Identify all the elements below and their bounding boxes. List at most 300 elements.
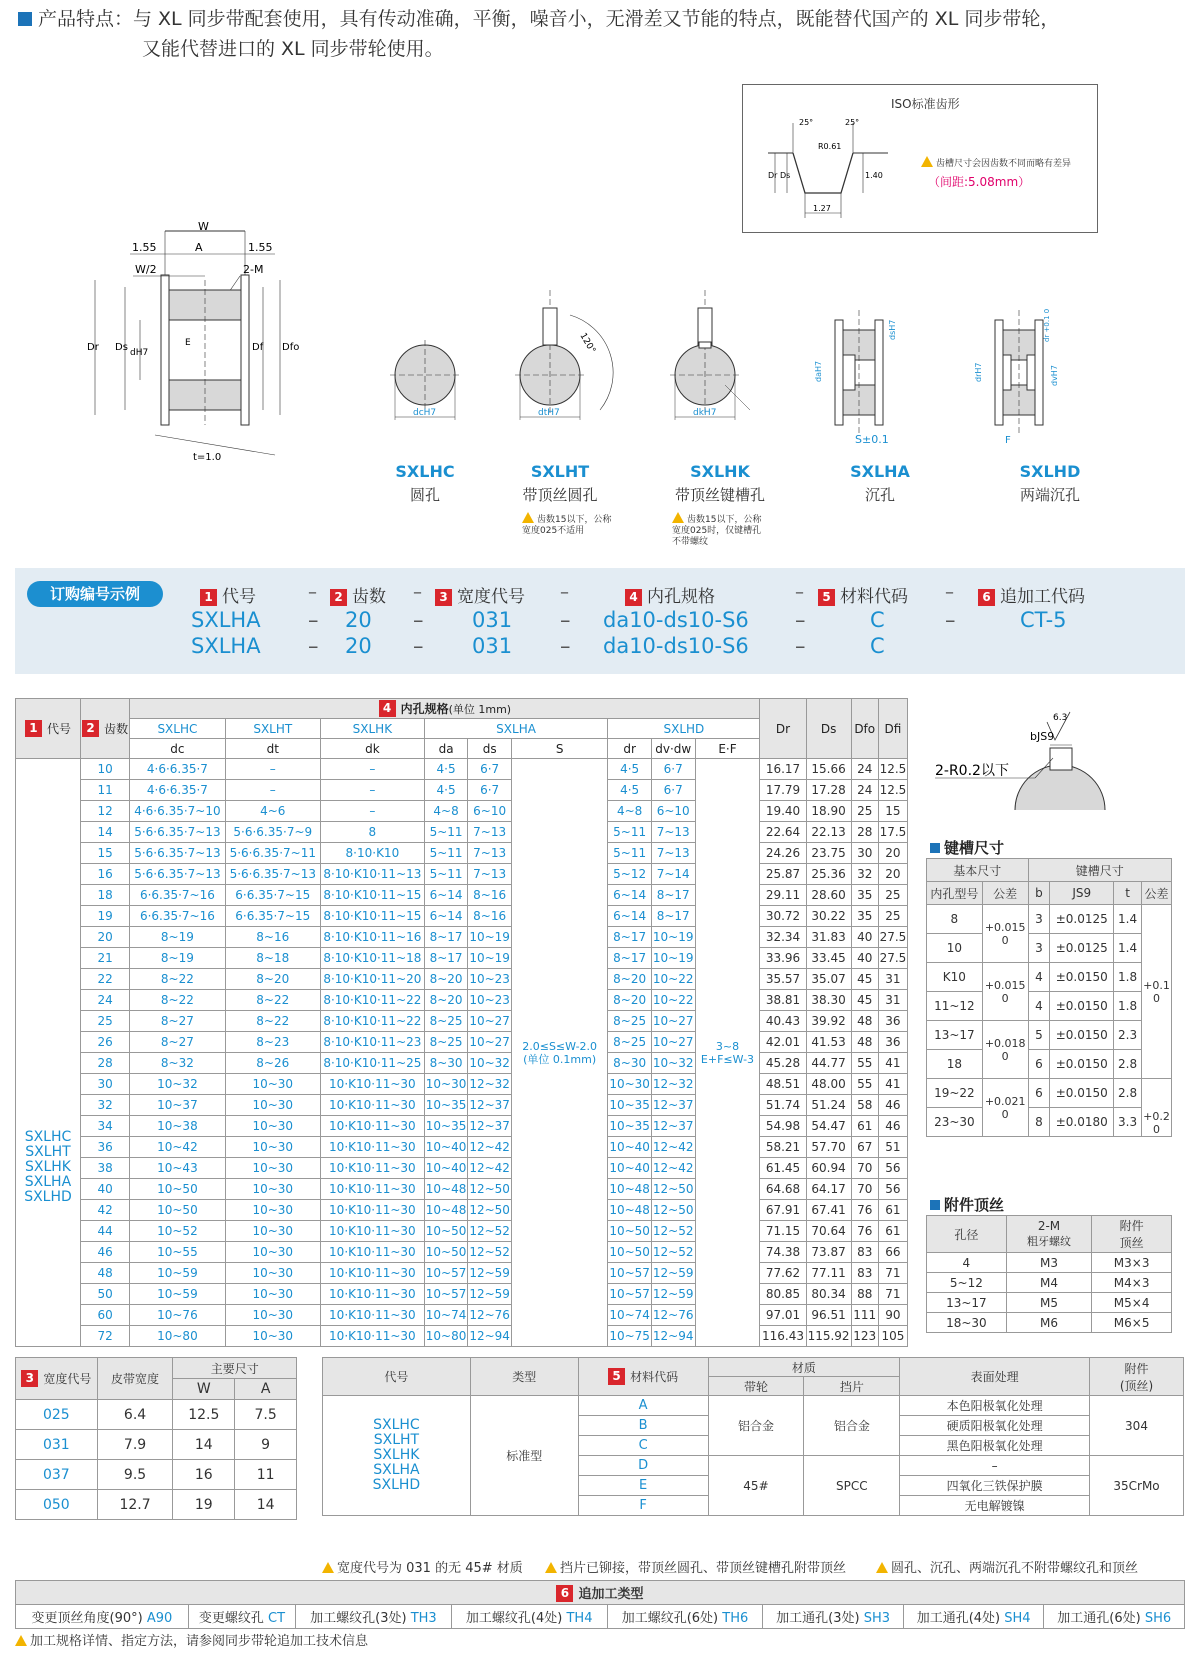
cell: 6~14	[608, 885, 652, 906]
product-features	[18, 4, 1188, 34]
table-row	[927, 1253, 1172, 1273]
kw-bore: 11~12	[927, 992, 983, 1021]
cell: 10·K10·11~30	[320, 1116, 424, 1137]
kw-tol-upper: +0.018	[984, 1036, 1026, 1050]
table-row	[16, 1011, 908, 1032]
kw-ttol-1	[1141, 905, 1171, 1079]
wt-h-code: 3 宽度代号	[16, 1358, 98, 1400]
ss-cell: M5	[1006, 1293, 1092, 1313]
order-example	[15, 568, 1185, 674]
cell: 70	[851, 1179, 878, 1200]
mt-matcode: A	[578, 1396, 708, 1416]
warning-1: 宽度代号为 031 的无 45# 材质	[322, 1557, 523, 1576]
sxlhk-drawing	[665, 290, 775, 430]
warning-icon	[672, 512, 684, 523]
th-code: 1 代号	[16, 699, 81, 759]
cell: 5·6·6.35·7~13	[130, 822, 225, 843]
table-row	[16, 1137, 908, 1158]
mt-h-surface: 表面处理	[900, 1358, 1090, 1396]
cell: 12~32	[468, 1074, 512, 1095]
cell: 5~11	[608, 843, 652, 864]
order-r2-bore: da10-ds10-S6	[603, 634, 749, 658]
cell: 25.87	[760, 864, 806, 885]
cell: 10~37	[130, 1095, 225, 1116]
kw-b: 6	[1028, 1079, 1050, 1108]
cell: 30.72	[760, 906, 806, 927]
mt-surface: 硬质阳极氧化处理	[900, 1416, 1090, 1436]
cell: 8~22	[225, 1011, 320, 1032]
cell: 8·10·K10·11~22	[320, 1011, 424, 1032]
sxlhd-hole-label: drH7	[974, 362, 983, 382]
th-dc: dc	[130, 739, 225, 759]
kw-t: 1.8	[1114, 992, 1142, 1021]
sxlhk-note: 齿数15以下，公称宽度025时，仅键槽孔不带螺纹	[672, 512, 762, 548]
cell: 12~50	[468, 1200, 512, 1221]
cell: 16	[80, 864, 129, 885]
process-label: 变更顶丝角度(90°)	[31, 1611, 143, 1626]
cell: 48	[851, 1032, 878, 1053]
code-item: SXLHC	[24, 1129, 72, 1145]
cell: 6~14	[608, 906, 652, 927]
cell: 4·6·6.35·7~10	[130, 801, 225, 822]
mt-h-code: 代号	[323, 1358, 471, 1396]
cell: 34	[80, 1116, 129, 1137]
cell: 35.57	[760, 969, 806, 990]
order-r2-material: C	[870, 634, 885, 658]
dim-155-left: 1.55	[132, 241, 157, 254]
cell: 66	[878, 1242, 907, 1263]
cell: 40	[80, 1179, 129, 1200]
table-row	[16, 864, 908, 885]
order-dash: –	[308, 608, 319, 632]
cell: 10~57	[608, 1263, 652, 1284]
th-dt: dt	[225, 739, 320, 759]
cell: 10	[80, 759, 129, 780]
cell: 73.87	[806, 1242, 851, 1263]
mt-surface: 本色阳极氧化处理	[900, 1396, 1090, 1416]
table-row	[927, 992, 1172, 1021]
cell: 24.26	[760, 843, 806, 864]
cell: –	[320, 780, 424, 801]
process-label: 加工螺纹孔(4处)	[465, 1611, 563, 1626]
cell: 8~19	[130, 927, 225, 948]
process-table	[15, 1580, 1185, 1629]
cell: 54.47	[806, 1116, 851, 1137]
mt-surface: 无电解镀镍	[900, 1496, 1090, 1516]
ef-range: 3~8	[715, 1039, 740, 1053]
wt-cell: 9.5	[97, 1460, 173, 1490]
cell: 31	[878, 969, 907, 990]
cell: 8~16	[225, 927, 320, 948]
cell: 24	[851, 759, 878, 780]
process-code: TH3	[410, 1611, 437, 1626]
kw-h-tol: 公差	[982, 882, 1028, 905]
table-row	[927, 1313, 1172, 1333]
cell: 10~30	[225, 1326, 320, 1347]
cell: 30.22	[806, 906, 851, 927]
order-r2-code: SXLHA	[191, 634, 261, 658]
cell: 10~57	[424, 1263, 468, 1284]
cell: 76	[851, 1200, 878, 1221]
cell: 58.21	[760, 1137, 806, 1158]
table-row	[16, 1326, 908, 1347]
cell: 15.66	[806, 759, 851, 780]
order-h-material: 5 材料代码	[818, 582, 908, 607]
order-dash: –	[413, 634, 424, 658]
cell: 41.53	[806, 1032, 851, 1053]
cell: 80.85	[760, 1284, 806, 1305]
cell: 7~13	[651, 822, 695, 843]
ss-cell: M3	[1006, 1253, 1092, 1273]
cell: 116.43	[760, 1326, 806, 1347]
th-g-sxlht: SXLHT	[225, 719, 320, 739]
cell: 6·6.35·7~16	[130, 885, 225, 906]
cell: 12~52	[468, 1221, 512, 1242]
cell: 29.11	[760, 885, 806, 906]
kw-js9: ±0.0150	[1050, 1079, 1114, 1108]
iso-angle-1: 25°	[799, 118, 814, 127]
mt-pulley: 45#	[708, 1456, 804, 1516]
cell: 10~40	[608, 1137, 652, 1158]
ss-cell: 5~12	[927, 1273, 1007, 1293]
sxlhk-code: SXLHK	[690, 462, 750, 481]
cell: 21	[80, 948, 129, 969]
cell: 71	[878, 1263, 907, 1284]
roughness-label: 6.3	[1053, 713, 1068, 723]
table-row	[927, 1050, 1172, 1079]
cell: 12~52	[468, 1242, 512, 1263]
cell: 8~20	[424, 990, 468, 1011]
wt-cell: 16	[173, 1460, 235, 1490]
cell: 8~16	[468, 885, 512, 906]
mt-acc: 35CrMo	[1090, 1456, 1184, 1516]
cell: 10~19	[651, 927, 695, 948]
cell: 10~48	[424, 1179, 468, 1200]
cell: 41	[878, 1074, 907, 1095]
dim-ds: Ds	[115, 342, 128, 353]
kw-tol-upper: +0.021	[984, 1094, 1026, 1108]
cell: 10~30	[225, 1305, 320, 1326]
cell: 10~27	[651, 1032, 695, 1053]
table-row	[16, 1053, 908, 1074]
cell: 12.5	[878, 780, 907, 801]
process-header: 6 追加工类型	[16, 1581, 1185, 1605]
warning-icon	[921, 156, 933, 167]
cell: 8~17	[608, 927, 652, 948]
setscrew-title: 附件顶丝	[930, 1194, 1004, 1215]
cell: 8·10·K10·11~16	[320, 927, 424, 948]
cell: 12~59	[651, 1263, 695, 1284]
dim-df: Df	[252, 342, 264, 353]
th-teeth: 2 齿数	[80, 699, 129, 759]
cell: 10~22	[651, 990, 695, 1011]
cell: 105	[878, 1326, 907, 1347]
sxlhk-name: 带顶丝键槽孔	[674, 486, 765, 504]
kw-b: 4	[1028, 992, 1050, 1021]
cell: 26	[80, 1032, 129, 1053]
kw-js9: ±0.0125	[1050, 934, 1114, 963]
cell: 10~74	[424, 1305, 468, 1326]
th-s: S	[511, 739, 607, 759]
cell: 55	[851, 1053, 878, 1074]
wt-cell: 025	[16, 1400, 98, 1430]
sxlha-s-label: S±0.1	[855, 433, 889, 446]
th-bore: 4 内孔规格(单位 1mm)	[130, 699, 760, 719]
cell: 40	[851, 948, 878, 969]
kw-tol	[982, 963, 1028, 1021]
cell: 55	[851, 1074, 878, 1095]
table-row	[927, 1273, 1172, 1293]
cell: 5~11	[608, 822, 652, 843]
cell: 10~59	[130, 1284, 225, 1305]
table-row	[16, 1179, 908, 1200]
keyway-table	[926, 858, 1172, 1137]
iso-tooth-box	[742, 84, 1098, 233]
cell: 10~57	[608, 1284, 652, 1305]
cell: 12~50	[651, 1200, 695, 1221]
cell: 14	[80, 822, 129, 843]
cell: 8~17	[651, 885, 695, 906]
cell: 5·6·6.35·7~13	[130, 864, 225, 885]
cell: 5~11	[424, 822, 468, 843]
ss-cell: 13~17	[927, 1293, 1007, 1313]
cell: 7~13	[651, 843, 695, 864]
kw-bore: 19~22	[927, 1079, 983, 1108]
cell: 10~30	[608, 1074, 652, 1095]
mt-code-item: SXLHD	[372, 1477, 421, 1493]
cell: 76	[851, 1221, 878, 1242]
kw-ttol-lower: 0	[1152, 991, 1160, 1005]
cell: 51	[878, 1137, 907, 1158]
mt-type: 标准型	[470, 1396, 578, 1516]
mt-surface: –	[900, 1456, 1090, 1476]
sxlhk-hole-label: dkH7	[693, 408, 717, 418]
dim-dh7: dH7	[130, 348, 149, 358]
order-h-width: 3 宽度代号	[435, 582, 525, 607]
cell: 10~55	[130, 1242, 225, 1263]
s-unit: (单位 0.1mm)	[523, 1052, 597, 1066]
cell: 8·10·K10·11~25	[320, 1053, 424, 1074]
iso-radius: R0.61	[818, 142, 842, 151]
table-row	[16, 1200, 908, 1221]
mt-h-material: 材质	[708, 1358, 900, 1377]
process-code: CT	[268, 1611, 286, 1626]
cell: 8~17	[651, 906, 695, 927]
table-row	[927, 905, 1172, 934]
order-h-bore: 4 内孔规格	[625, 582, 715, 607]
setscrew-table	[926, 1215, 1172, 1333]
cell: 20	[878, 864, 907, 885]
ss-h-thread: 2-M 粗牙螺纹	[1006, 1216, 1092, 1253]
th-dfi: Dfi	[878, 699, 907, 759]
cell: 70	[851, 1158, 878, 1179]
process-label: 变更螺纹孔	[198, 1611, 264, 1626]
kw-tol-lower: 0	[1001, 1049, 1009, 1063]
cell: 10~32	[651, 1053, 695, 1074]
bullet-square-icon	[930, 1200, 940, 1210]
cell: 10~19	[651, 948, 695, 969]
ef-rule: E+F≤W-3	[700, 1052, 755, 1066]
kw-h-js9: JS9	[1050, 882, 1114, 905]
kw-bore: 18	[927, 1050, 983, 1079]
cell: 22.13	[806, 822, 851, 843]
table-row	[16, 1430, 297, 1460]
cell: 8~30	[608, 1053, 652, 1074]
iso-title: ISO标准齿形	[891, 97, 960, 111]
cell: 10·K10·11~30	[320, 1263, 424, 1284]
table-row	[927, 1108, 1172, 1137]
sxlhc-hole-label: dcH7	[413, 408, 437, 418]
cell: 28	[80, 1053, 129, 1074]
kw-ttol-lower: 0	[1152, 1123, 1160, 1136]
cell: 4·5	[424, 759, 468, 780]
sxlhd-name: 两端沉孔	[1019, 486, 1080, 504]
order-dash: –	[795, 634, 806, 658]
cell: 72	[80, 1326, 129, 1347]
cell: 10~75	[608, 1326, 652, 1347]
cell: 10~32	[130, 1074, 225, 1095]
cell: 44	[80, 1221, 129, 1242]
cell: 8·10·K10·11~22	[320, 990, 424, 1011]
cell: 50	[80, 1284, 129, 1305]
cell: 7~13	[468, 864, 512, 885]
kw-js9: ±0.0150	[1050, 963, 1114, 992]
cell: 12~52	[651, 1221, 695, 1242]
order-h-process: 6 追加工代码	[978, 582, 1085, 607]
sxlhd-code: SXLHD	[1019, 462, 1081, 481]
cell: 10~50	[424, 1242, 468, 1263]
mt-matcode: C	[578, 1436, 708, 1456]
process-item	[188, 1605, 295, 1629]
code-item: SXLHD	[24, 1189, 72, 1205]
order-h-code: 1 代号	[200, 582, 256, 607]
cell: 25	[878, 885, 907, 906]
wt-cell: 7.9	[97, 1430, 173, 1460]
cell: 22.64	[760, 822, 806, 843]
cell: 8~25	[424, 1032, 468, 1053]
cell: 64.17	[806, 1179, 851, 1200]
th-g-sxlhk: SXLHK	[320, 719, 424, 739]
cell: 6·7	[468, 759, 512, 780]
cell: 12~59	[468, 1263, 512, 1284]
th-dvdw: dv·dw	[651, 739, 695, 759]
cell: 6~14	[424, 906, 468, 927]
kw-ttol-2	[1141, 1079, 1171, 1137]
cell: 45.28	[760, 1053, 806, 1074]
cell: 15	[80, 843, 129, 864]
cell: 10~50	[424, 1221, 468, 1242]
cell: 41	[878, 1053, 907, 1074]
cell: 46	[878, 1095, 907, 1116]
kw-t: 1.8	[1114, 963, 1142, 992]
cell: 58	[851, 1095, 878, 1116]
cell: 30	[851, 843, 878, 864]
cell: 12~37	[468, 1116, 512, 1137]
th-dr: Dr	[760, 699, 806, 759]
cell: 10~80	[424, 1326, 468, 1347]
kw-tol-upper: +0.015	[984, 978, 1026, 992]
ss-h-hole: 孔径	[927, 1216, 1007, 1253]
cell: 10~80	[130, 1326, 225, 1347]
table-row	[16, 1095, 908, 1116]
ss-cell: M6	[1006, 1313, 1092, 1333]
s-range-cell	[511, 759, 607, 1347]
mt-h-flange: 挡片	[804, 1377, 900, 1396]
cell: 10~27	[651, 1011, 695, 1032]
cell: 28.60	[806, 885, 851, 906]
th-dk: dk	[320, 739, 424, 759]
process-code: SH3	[863, 1611, 891, 1626]
cell: 24	[80, 990, 129, 1011]
kw-ttol-upper: +0.1	[1143, 978, 1170, 992]
cell: 4·5	[608, 780, 652, 801]
cell: 10·K10·11~30	[320, 1200, 424, 1221]
cell: 12~94	[468, 1326, 512, 1347]
wt-cell: 037	[16, 1460, 98, 1490]
kw-h-slot: 键槽尺寸	[1028, 859, 1171, 882]
cell: 38	[80, 1158, 129, 1179]
wt-cell: 14	[235, 1490, 297, 1520]
cell: 20	[878, 843, 907, 864]
cell: 71.15	[760, 1221, 806, 1242]
cell: 10~48	[608, 1200, 652, 1221]
cell: 10~30	[424, 1074, 468, 1095]
cell: 10~42	[130, 1137, 225, 1158]
cell: 4·5	[608, 759, 652, 780]
cell: 48	[80, 1263, 129, 1284]
cell: 56	[878, 1179, 907, 1200]
cell: 27.5	[878, 948, 907, 969]
mt-matcode: D	[578, 1456, 708, 1476]
mt-matcode: E	[578, 1476, 708, 1496]
ss-cell: M3×3	[1092, 1253, 1172, 1273]
sxlht-name: 带顶丝圆孔	[522, 486, 598, 504]
cell: 10~40	[424, 1158, 468, 1179]
cell: 10~30	[225, 1200, 320, 1221]
kw-t: 1.4	[1114, 934, 1142, 963]
wt-cell: 031	[16, 1430, 98, 1460]
cell: 8~18	[225, 948, 320, 969]
wt-cell: 6.4	[97, 1400, 173, 1430]
kw-t: 2.8	[1114, 1050, 1142, 1079]
cell: 8~30	[424, 1053, 468, 1074]
cell: 5·6·6.35·7~13	[130, 843, 225, 864]
table-row	[16, 801, 908, 822]
cell: 12	[80, 801, 129, 822]
cell: 38.30	[806, 990, 851, 1011]
th-g-sxlhc: SXLHC	[130, 719, 225, 739]
mt-code-item: SXLHT	[373, 1432, 420, 1448]
cell: 10·K10·11~30	[320, 1221, 424, 1242]
table-row	[16, 1400, 297, 1430]
cell: 15	[878, 801, 907, 822]
cell: 20	[80, 927, 129, 948]
cell: 12~42	[651, 1158, 695, 1179]
kw-js9: ±0.0125	[1050, 905, 1114, 934]
cell: 61	[878, 1221, 907, 1242]
cell: 10~40	[424, 1137, 468, 1158]
cell: 6~10	[651, 801, 695, 822]
cell: 10·K10·11~30	[320, 1095, 424, 1116]
cell: 12~52	[651, 1242, 695, 1263]
iso-ds: Ds	[780, 171, 791, 180]
order-dash: –	[945, 608, 956, 632]
cell: 25	[851, 801, 878, 822]
code-list-cell	[16, 759, 81, 1347]
cell: 10~30	[225, 1221, 320, 1242]
table-row	[16, 1116, 908, 1137]
sxlha-hole2-label: dsH7	[888, 319, 897, 340]
